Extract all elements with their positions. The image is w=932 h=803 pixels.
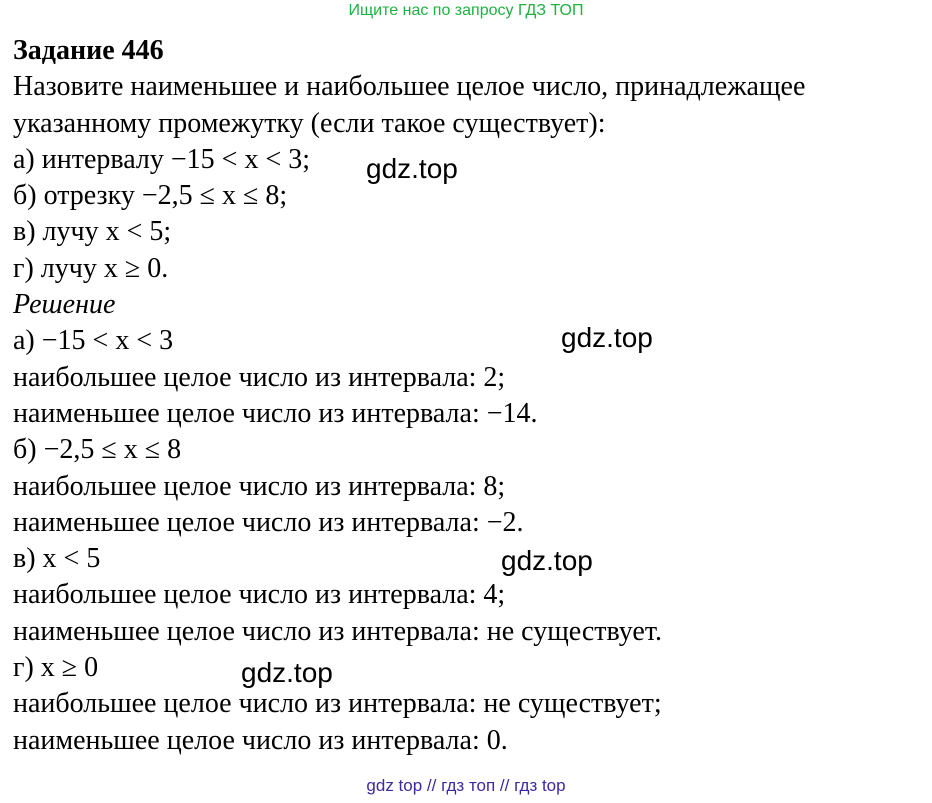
task-title: Задание 446 [13, 35, 164, 66]
solution-b-condition: б) −2,5 ≤ x ≤ 8 [13, 434, 182, 466]
task-item-b: б) отрезку −2,5 ≤ x ≤ 8; [13, 180, 288, 212]
solution-a-min: наименьшее целое число из интервала: −14. [13, 397, 538, 429]
watermark: gdz.top [241, 657, 333, 688]
search-hint-banner: Ищите нас по запросу ГДЗ ТОП [348, 2, 584, 19]
task-text-line: указанному промежутку (если такое существует): [13, 107, 606, 139]
watermark: gdz.top [366, 153, 458, 184]
task-document [13, 33, 928, 759]
solution-b-max: наибольшее целое число из интервала: 8; [13, 470, 506, 502]
solution-v-min: наименьшее целое число из интервала: не существует. [13, 615, 662, 647]
solution-a-max: наибольшее целое число из интервала: 2; [13, 361, 506, 393]
watermark: gdz.top [561, 322, 653, 353]
footer-links: gdz top // гдз топ // гдз top [366, 776, 566, 795]
solution-b-min: наименьшее целое число из интервала: −2. [13, 506, 524, 538]
solution-v-condition: в) x < 5 [13, 543, 101, 575]
solution-g-condition: г) x ≥ 0 [13, 652, 99, 684]
solution-g-max: наибольшее целое число из интервала: не существует; [13, 688, 662, 720]
task-item-g: г) лучу x ≥ 0. [13, 252, 169, 284]
task-item-v: в) лучу x < 5; [13, 216, 172, 248]
solution-a-condition: а) −15 < x < 3 [13, 325, 174, 357]
solution-g-min: наименьшее целое число из интервала: 0. [13, 724, 508, 756]
solution-v-max: наибольшее целое число из интервала: 4; [13, 579, 506, 611]
watermark: gdz.top [501, 545, 593, 576]
task-item-a: а) интервалу −15 < x < 3; [13, 143, 311, 175]
solution-heading: Решение [13, 289, 116, 321]
task-text-line: Назовите наименьшее и наибольшее целое число, принадлежащее [13, 71, 806, 103]
